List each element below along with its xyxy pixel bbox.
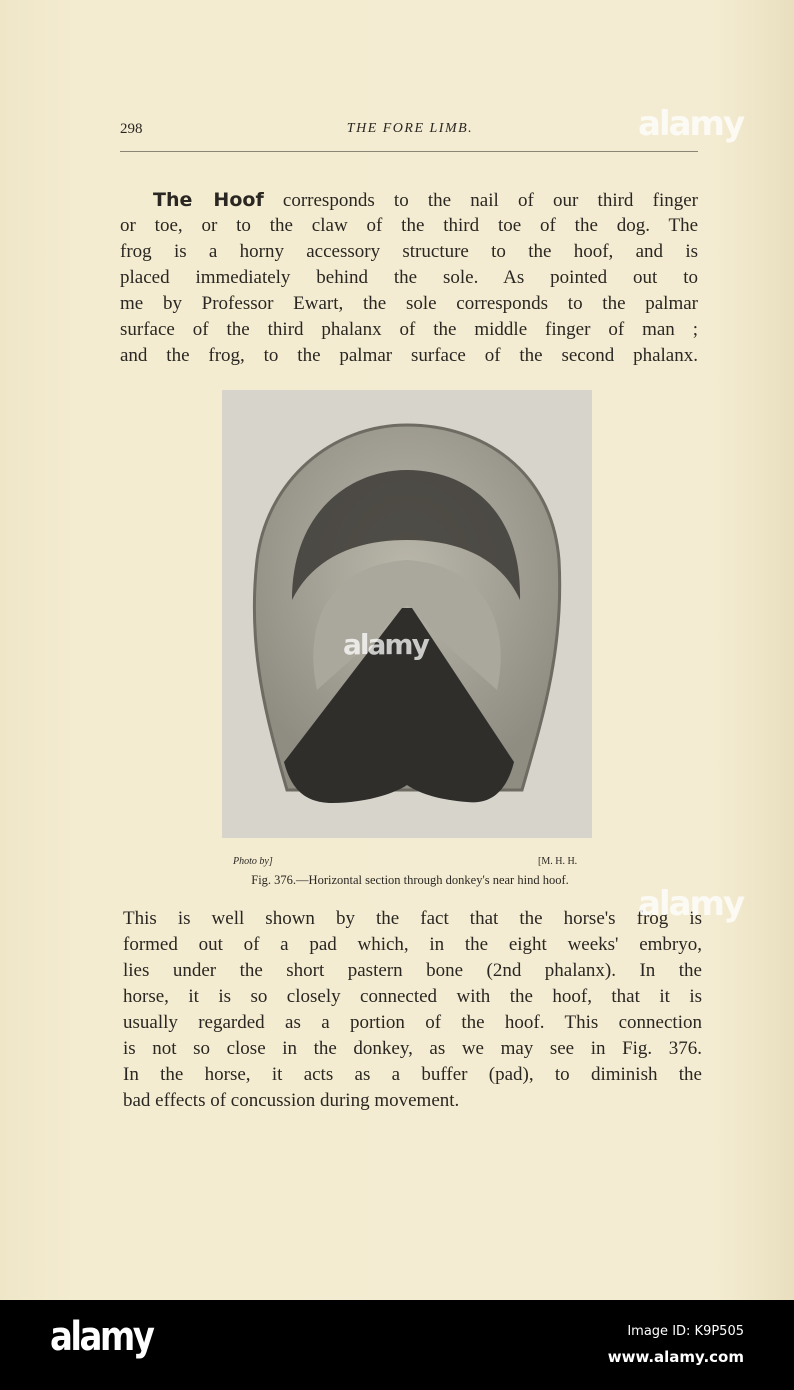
text-line: In the horse, it acts as a buffer (pad), to diminish the [123,1064,702,1085]
running-title: THE FORE LIMB. [346,121,474,136]
text-line: surface of the third phalanx of the middle finger of man ; [120,319,698,340]
text-line: bad effects of concussion during movement. [123,1090,460,1111]
image-id: Image ID: K9P505 [627,1324,744,1339]
text-line: formed out of a pad which, in the eight weeks' embryo, [123,934,702,955]
paragraph-2 [123,906,702,1114]
text-line: and the frog, to the palmar surface of the second phalanx. [120,345,698,366]
text-line: This is well shown by the fact that the horse's frog is [123,908,702,929]
text-line: frog is a horny accessory structure to the hoof, and is [120,241,698,262]
text-line [120,187,698,213]
text-line: is not so close in the donkey, as we may see in Fig. 376. [123,1038,702,1059]
watermark-logo: alamy [638,884,744,924]
watermark-logo: alamy [343,628,428,661]
text-line: placed immediately behind the sole. As pointed out to [120,267,698,288]
photo-credit-name: [M. H. H. [538,856,578,867]
text-line: lies under the short pastern bone (2nd phalanx). In the [123,960,702,981]
text-line: horse, it is so closely connected with the hoof, that it is [123,986,702,1007]
lead-term: The Hoof [153,189,264,211]
figure-caption: Fig. 376.—Horizontal section through donkey's near hind hoof. [251,873,569,887]
page-number: 298 [120,121,143,137]
hoof-photograph [222,390,592,838]
text-line: me by Professor Ewart, the sole corresponds to the palmar [120,293,698,314]
alamy-logo: alamy [50,1314,153,1360]
photo-credit-label: Photo by] [233,856,273,867]
paragraph-1 [120,187,698,369]
stock-banner [0,1300,794,1390]
header-rule [120,151,698,152]
watermark-logo: alamy [638,104,744,144]
line-text: corresponds to the nail of our third finger [263,190,698,211]
text-line: or toe, or to the claw of the third toe of the dog. The [120,215,698,236]
site-url: www.alamy.com [607,1348,744,1366]
text-line: usually regarded as a portion of the hoof. This connection [123,1012,702,1033]
